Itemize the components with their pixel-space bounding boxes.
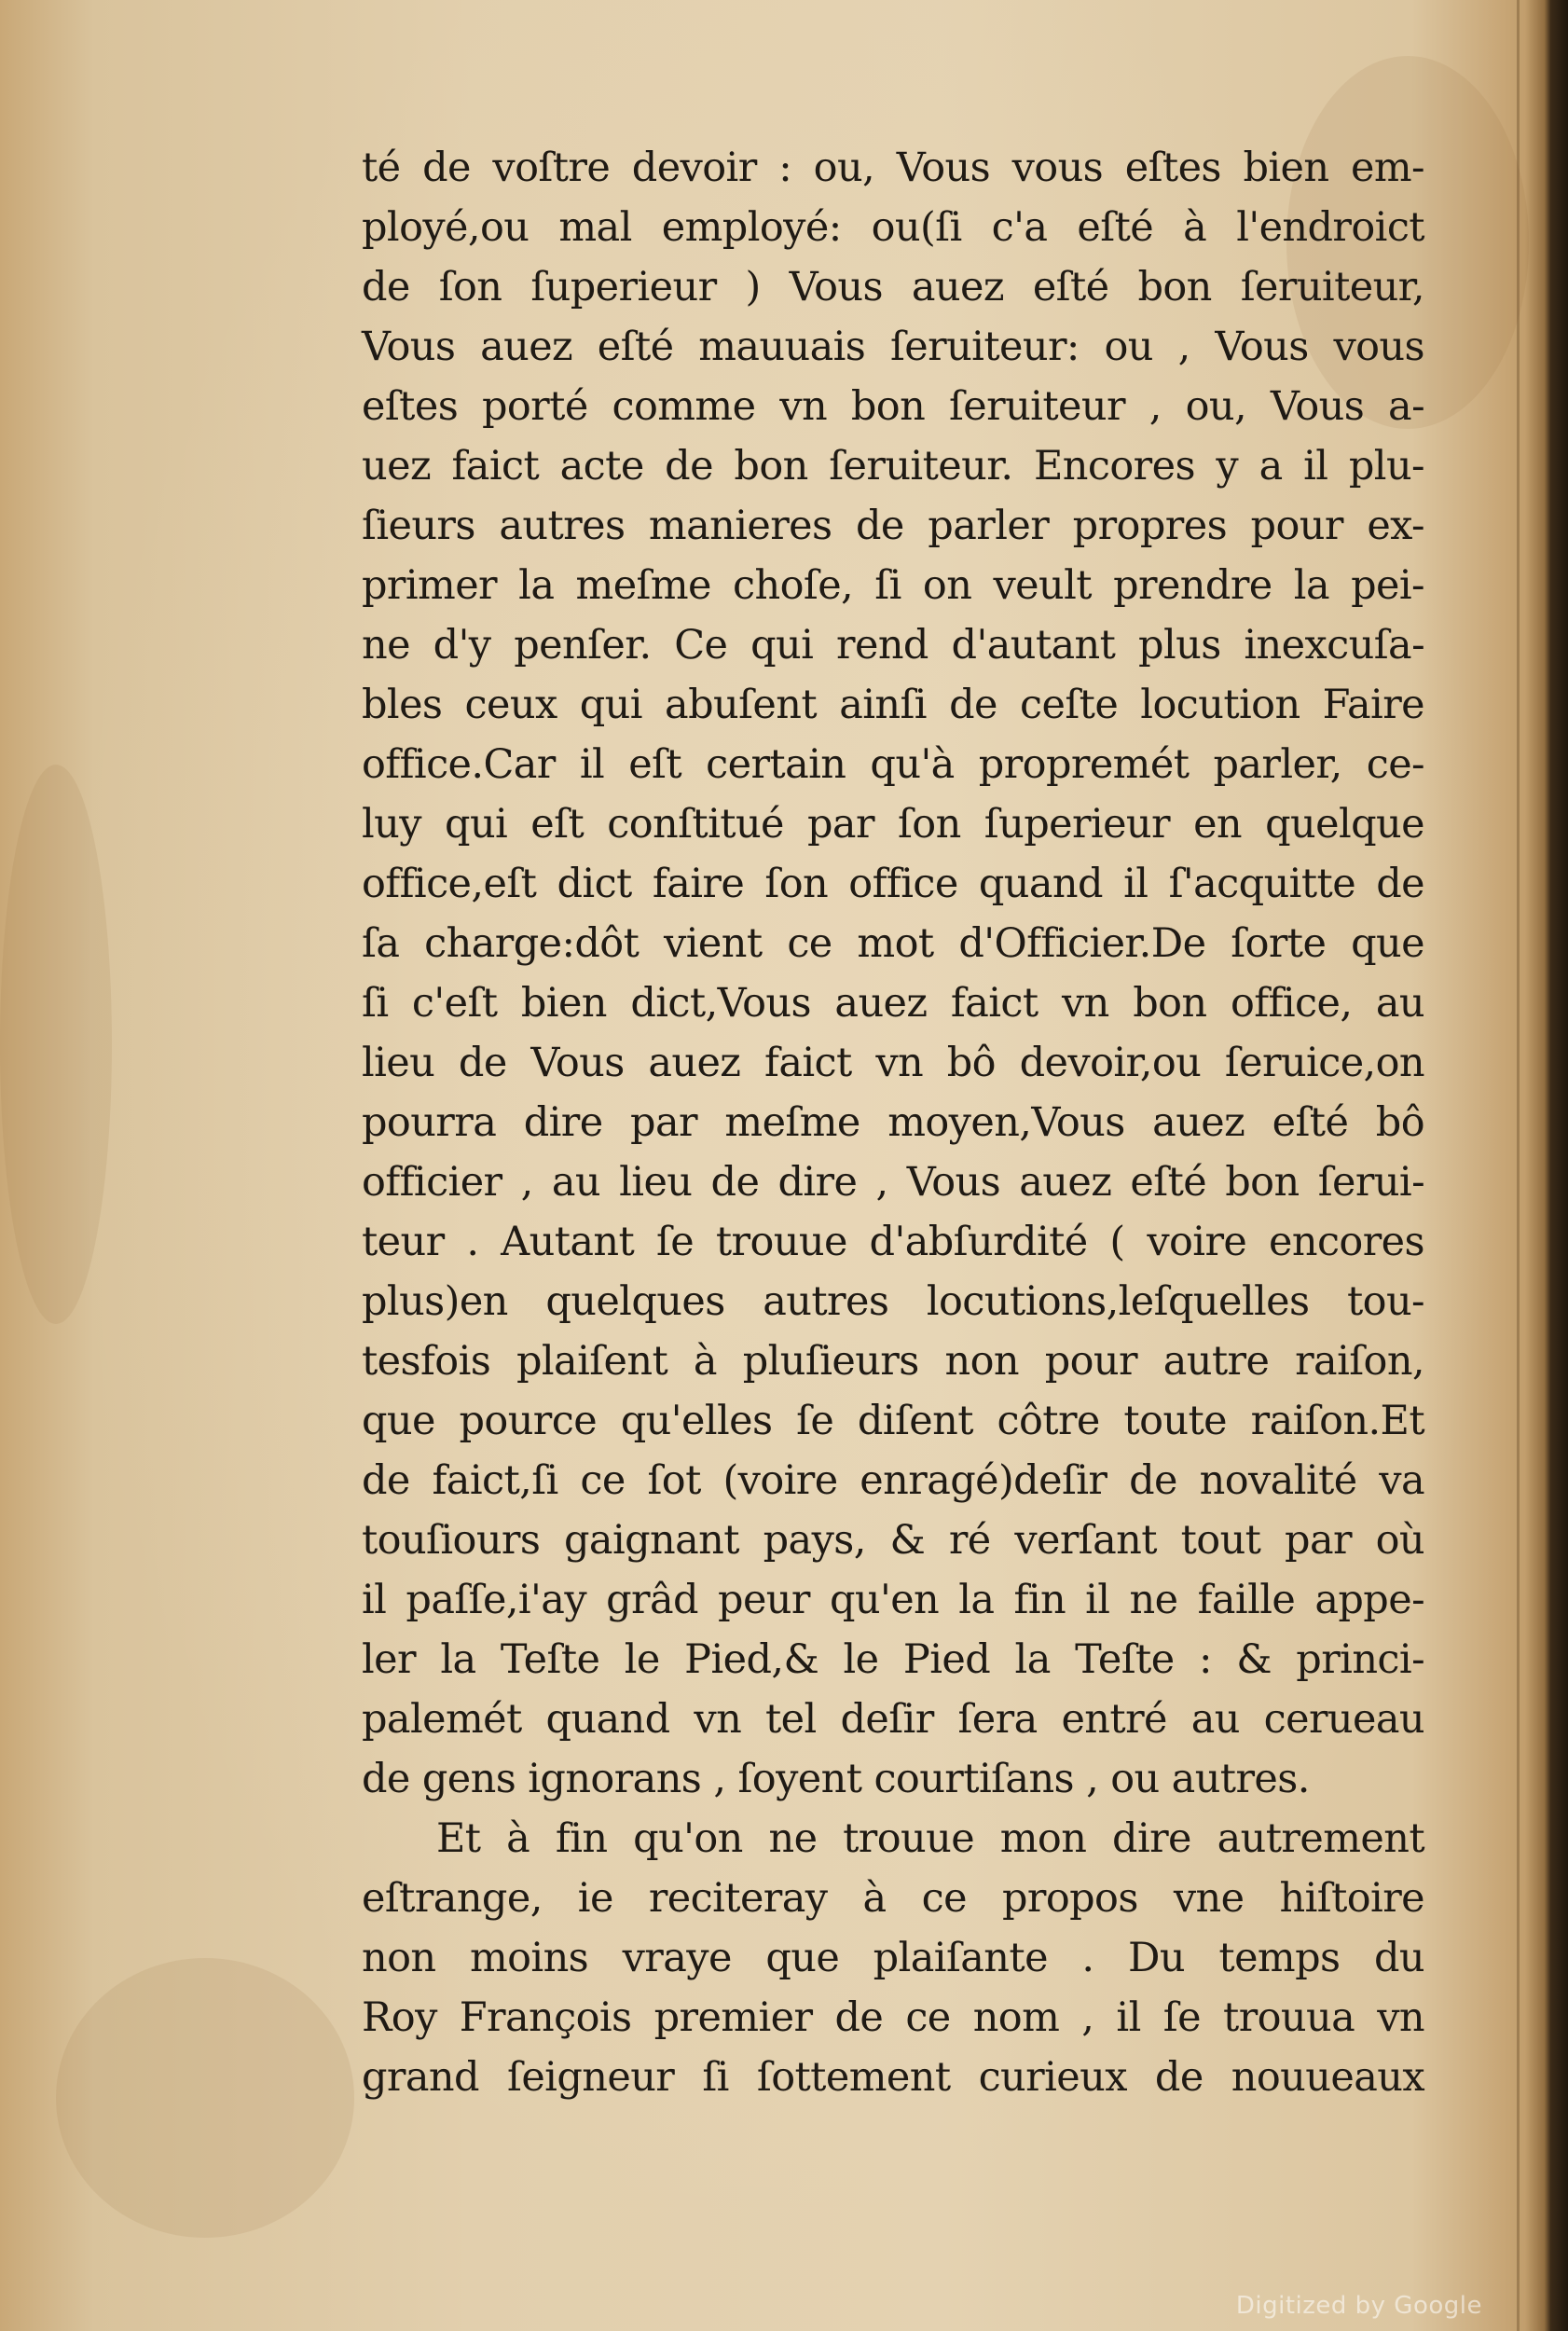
text-line: primer la meſme choſe, ſi on veult prendre la pei- xyxy=(362,562,1424,609)
text-line: ſa charge:dôt vient ce mot d'Officier.De ſorte que xyxy=(362,920,1424,967)
text-line: plus)en quelques autres locutions,leſquelles tou- xyxy=(362,1278,1424,1325)
text-line: teur . Autant ſe trouue d'abſurdité ( voire encores xyxy=(362,1219,1424,1265)
text-line: tesfois plaiſent à pluſieurs non pour autre raiſon, xyxy=(362,1338,1424,1385)
digitized-watermark: Digitized by Google xyxy=(1235,2292,1482,2320)
text-line: ployé,ou mal employé: ou(ſi c'a eſté à l'endroict xyxy=(362,204,1424,251)
text-line: eſtrange, ie reciteray à ce propos vne hiſtoire xyxy=(362,1875,1424,1922)
text-line: ſieurs autres manieres de parler propres pour ex- xyxy=(362,503,1424,549)
text-line: officier , au lieu de dire , Vous auez eſté bon ſerui- xyxy=(362,1159,1424,1206)
text-line: lieu de Vous auez faict vn bô devoir,ou ſeruice,on xyxy=(362,1040,1424,1086)
text-line: luy qui eſt conſtitué par ſon ſuperieur en quelque xyxy=(362,801,1424,848)
text-line: ne d'y penſer. Ce qui rend d'autant plus inexcuſa- xyxy=(362,622,1424,669)
text-line: grand ſeigneur ſi ſottement curieux de nouueaux xyxy=(362,2054,1424,2101)
text-line: Vous auez eſté mauuais ſeruiteur: ou , Vous vous xyxy=(362,324,1424,370)
text-line: il paſſe,i'ay grâd peur qu'en la fin il ne faille appe- xyxy=(362,1577,1424,1623)
page-text xyxy=(362,138,1424,2107)
text-line: de ſon ſuperieur ) Vous auez eſté bon ſeruiteur, xyxy=(362,264,1424,310)
text-line: uez faict acte de bon ſeruiteur. Encores y a il plu- xyxy=(362,443,1424,490)
text-line: touſiours gaignant pays, & ré verſant tout par où xyxy=(362,1517,1424,1564)
text-line: té de voſtre devoir : ou, Vous vous eſtes bien em- xyxy=(362,145,1424,191)
text-line-paragraph-start: Et à fin qu'on ne trouue mon dire autrement xyxy=(436,1815,1424,1862)
page-binding-edge xyxy=(1525,0,1568,2331)
text-line: palemét quand vn tel deſir ſera entré au cerueau xyxy=(362,1696,1424,1743)
text-line: pourra dire par meſme moyen,Vous auez eſté bô xyxy=(362,1099,1424,1146)
text-line: ler la Teſte le Pied,& le Pied la Teſte : & princi- xyxy=(362,1636,1424,1683)
text-line: de faict,ſi ce ſot (voire enragé)deſir de novalité va xyxy=(362,1457,1424,1504)
text-line: bles ceux qui abuſent ainſi de ceſte locution Faire xyxy=(362,682,1424,728)
paper-stain xyxy=(56,1958,354,2238)
text-line: office.Car il eſt certain qu'à propremét parler, ce- xyxy=(362,741,1424,788)
text-line: de gens ignorans , ſoyent courtiſans , ou autres. xyxy=(362,1756,1310,1802)
text-line: Roy François premier de ce nom , il ſe trouua vn xyxy=(362,1994,1424,2041)
text-line: ſi c'eſt bien dict,Vous auez faict vn bon office, au xyxy=(362,980,1424,1027)
text-line: eſtes porté comme vn bon ſeruiteur , ou, Vous a- xyxy=(362,383,1424,430)
paper-stain xyxy=(0,765,112,1324)
text-line: office,eſt dict faire ſon office quand il ſ'acquitte de xyxy=(362,861,1424,907)
text-line: non moins vraye que plaiſante . Du temps du xyxy=(362,1935,1424,1981)
page-fold-line xyxy=(1517,0,1520,2331)
text-line: que pource qu'elles ſe diſent côtre toute raiſon.Et xyxy=(362,1398,1424,1444)
